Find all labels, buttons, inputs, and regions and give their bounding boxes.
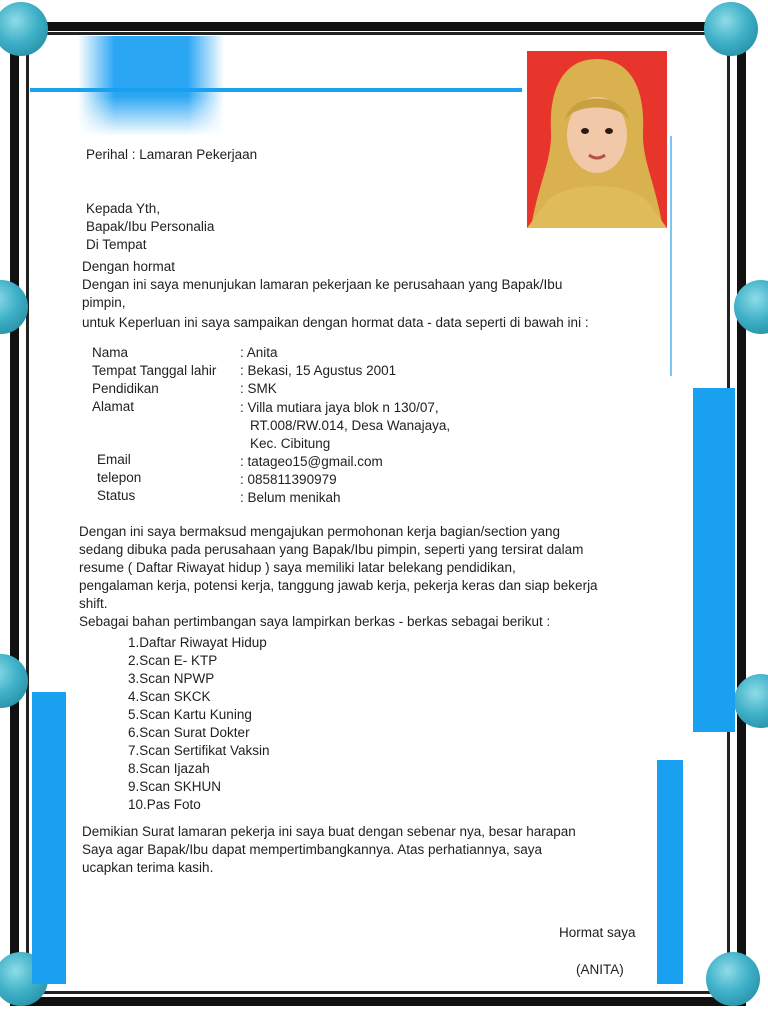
info-label-birth: Tempat Tanggal lahir — [92, 363, 217, 378]
recipient-line: Kepada Yth, — [86, 201, 161, 216]
decor-blue-fade-top — [78, 36, 224, 136]
greeting: Dengan hormat — [82, 259, 176, 274]
info-value-status: : Belum menikah — [240, 490, 341, 505]
applicant-photo — [527, 51, 667, 228]
info-label-name: Nama — [92, 345, 129, 360]
list-item: 4.Scan SKCK — [128, 689, 211, 704]
body-line: shift. — [79, 596, 108, 611]
info-value-address-3: Kec. Cibitung — [250, 436, 331, 451]
corner-knob-bottom-right — [706, 952, 760, 1006]
signature-name: (ANITA) — [576, 962, 624, 977]
list-item: 6.Scan Surat Dokter — [128, 725, 250, 740]
info-value-address: : Villa mutiara jaya blok n 130/07, — [240, 400, 439, 415]
info-value-birth: : Bekasi, 15 Agustus 2001 — [240, 363, 397, 378]
body-line: sedang dibuka pada perusahaan yang Bapak/Ibu pimpin, seperti yang tersirat dalam — [79, 542, 584, 557]
list-item: 2.Scan E- KTP — [128, 653, 218, 668]
list-item: 10.Pas Foto — [128, 797, 201, 812]
intro-line: Dengan ini saya menunjukan lamaran pekerjaan ke perusahaan yang Bapak/Ibu — [82, 277, 563, 292]
info-value-email: : tatageo15@gmail.com — [240, 454, 383, 469]
signoff: Hormat saya — [559, 925, 636, 940]
corner-knob-top-right — [704, 2, 758, 56]
body-line: resume ( Daftar Riwayat hidup ) saya memiliki latar belekang pendidikan, — [79, 560, 516, 575]
info-label-address: Alamat — [92, 399, 135, 414]
decor-stripe-left — [32, 692, 66, 984]
decor-blue-line — [30, 88, 522, 92]
info-label-email: Email — [97, 452, 131, 467]
body-line: Dengan ini saya bermaksud mengajukan permohonan kerja bagian/section yang — [79, 524, 561, 539]
list-item: 3.Scan NPWP — [128, 671, 215, 686]
info-value-phone: : 085811390979 — [240, 472, 337, 487]
recipient-line: Bapak/Ibu Personalia — [86, 219, 215, 234]
recipient-line: Di Tempat — [86, 237, 147, 252]
list-item: 7.Scan Sertifikat Vaksin — [128, 743, 270, 758]
body-line: pengalaman kerja, potensi kerja, tanggung jawab kerja, pekerja keras dan siap bekerja — [79, 578, 598, 593]
list-item: 5.Scan Kartu Kuning — [128, 707, 252, 722]
subject-line: Perihal : Lamaran Pekerjaan — [86, 147, 258, 162]
info-label-status: Status — [97, 488, 136, 503]
info-value-address-2: RT.008/RW.014, Desa Wanajaya, — [250, 418, 451, 433]
intro-line: untuk Keperluan ini saya sampaikan dengan hormat data - data seperti di bawah ini : — [82, 315, 589, 330]
info-value-education: : SMK — [240, 381, 277, 396]
decor-stripe-right-2 — [657, 760, 683, 984]
decor-thin-line-right — [670, 136, 672, 376]
decor-stripe-right-1 — [693, 388, 735, 732]
info-value-name: : Anita — [240, 345, 278, 360]
intro-line: pimpin, — [82, 295, 126, 310]
info-label-education: Pendidikan — [92, 381, 159, 396]
body-line: Sebagai bahan pertimbangan saya lampirkan berkas - berkas sebagai berikut : — [79, 614, 551, 629]
closing-line: ucapkan terima kasih. — [82, 860, 214, 875]
list-item: 8.Scan Ijazah — [128, 761, 210, 776]
closing-line: Demikian Surat lamaran pekerja ini saya buat dengan sebenar nya, besar harapan — [82, 824, 576, 839]
list-item: 9.Scan SKHUN — [128, 779, 222, 794]
info-label-phone: telepon — [97, 470, 142, 485]
portrait-image — [527, 51, 667, 228]
list-item: 1.Daftar Riwayat Hidup — [128, 635, 267, 650]
closing-line: Saya agar Bapak/Ibu dapat mempertimbangkannya. Atas perhatiannya, saya — [82, 842, 543, 857]
